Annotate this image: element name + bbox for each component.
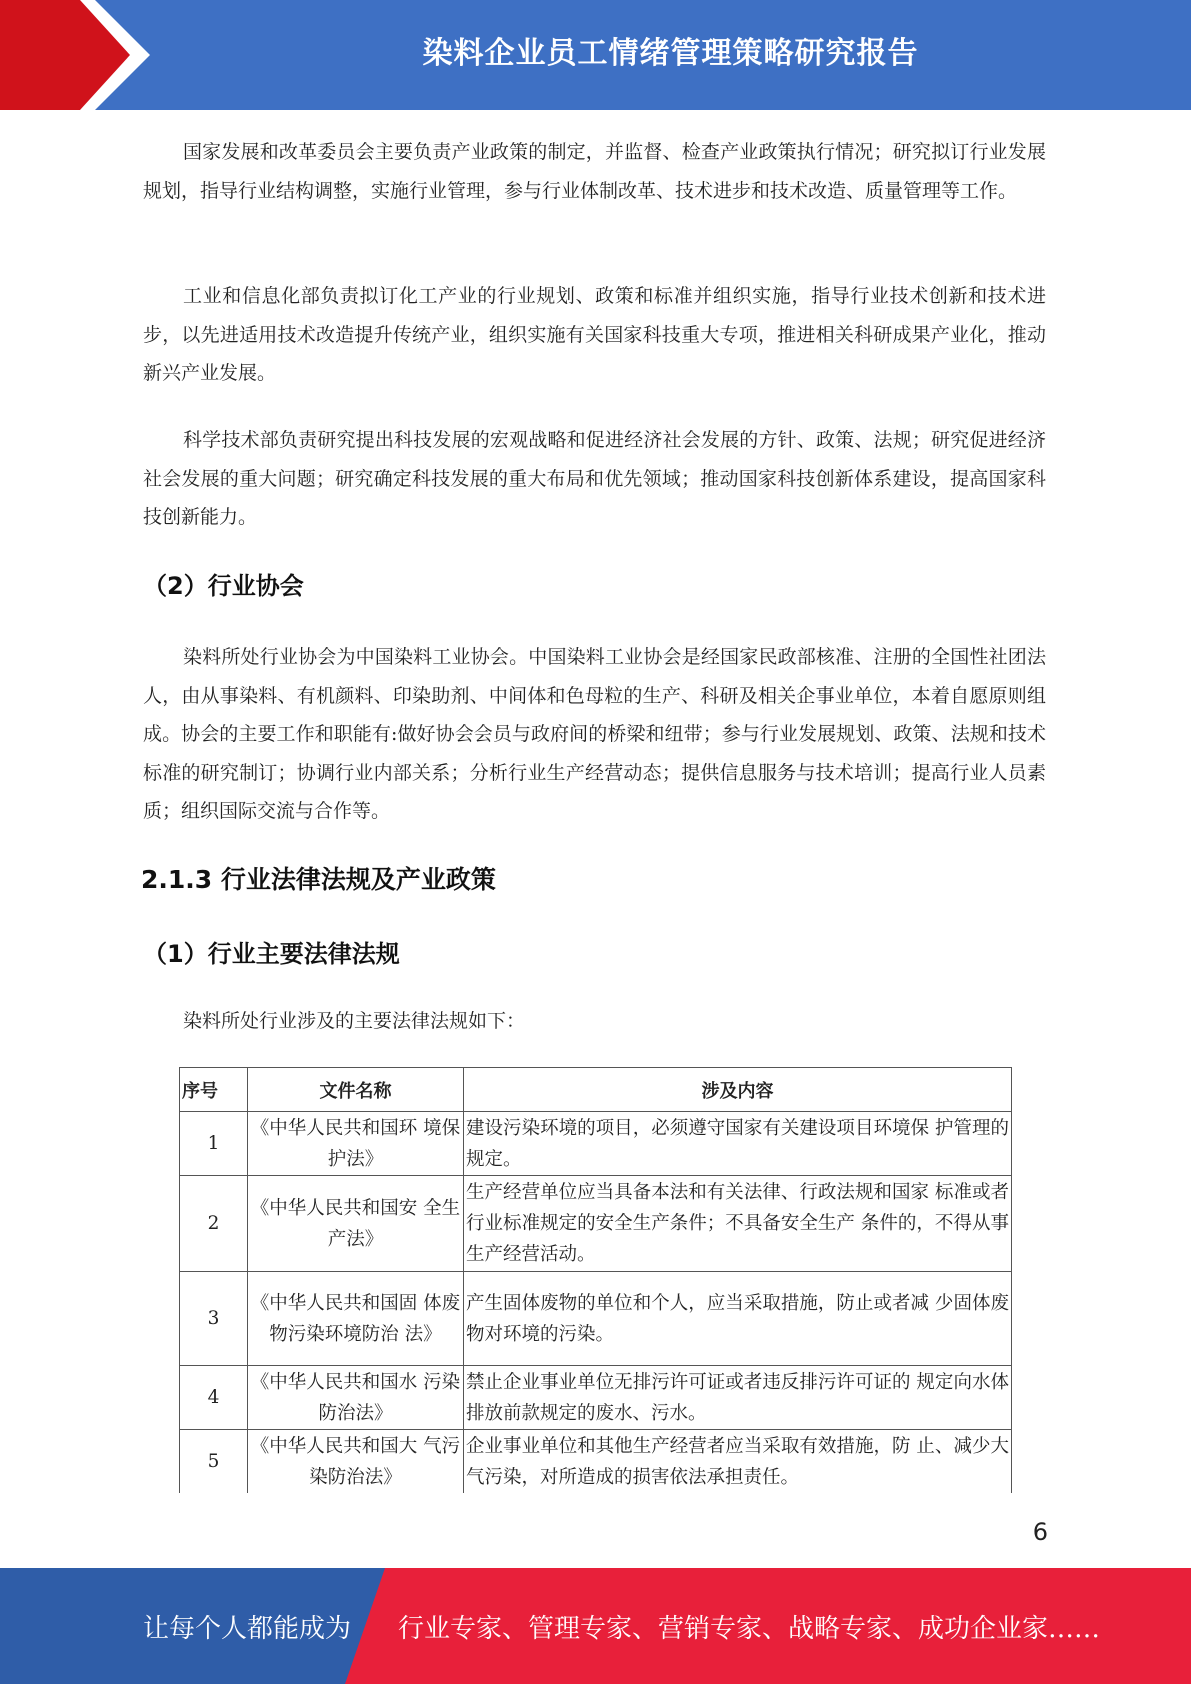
table-row bbox=[180, 1366, 1012, 1430]
document-name: 《中华人民共和国大 气污染防治法》 bbox=[248, 1430, 464, 1494]
paragraph-industry-association: 染料所处行业协会为中国染料工业协会。中国染料工业协会是经国家民政部核准、注册的全国性社团法人，由从事染料、有机颜料、印染助剂、中间体和色母粒的生产、科研及相关企事业单位，本着自愿原则组成。协会的主要工作和职能有:做好协会会员与政府间的桥梁和纽带；参与行业发展规划、政策、法规和技术标准的研究制订；协调行业内部关系；分析行业生产经营动态；提供信息服务与技术培训；提高行业人员素质；组织国际交流与合作等。 bbox=[143, 646, 1046, 822]
document-name: 《中华人民共和国安 全生产法》 bbox=[248, 1176, 464, 1272]
column-header-number: 序号 bbox=[180, 1068, 248, 1112]
column-header-content: 涉及内容 bbox=[464, 1068, 1012, 1112]
column-header-document-name: 文件名称 bbox=[248, 1068, 464, 1112]
report-title: 染料企业员工情绪管理策略研究报告 bbox=[422, 36, 919, 71]
paragraph-ndrc: 国家发展和改革委员会主要负责产业政策的制定，并监督、检查产业政策执行情况；研究拟订行业发展规划，指导行业结构调整，实施行业管理，参与行业体制改革、技术进步和技术改造、质量管理等工作。 bbox=[143, 141, 1046, 202]
heading-industry-association: （2）行业协会 bbox=[143, 572, 304, 600]
paragraph-most: 科学技术部负责研究提出科技发展的宏观战略和促进经济社会发展的方针、政策、法规；研究促进经济社会发展的重大问题；研究确定科技发展的重大布局和优先领域；推动国家科技创新体系建设，提高国家科技创新能力。 bbox=[143, 429, 1046, 528]
document-content: 禁止企业事业单位无排污许可证或者违反排污许可证的 规定向水体排放前款规定的废水、污水。 bbox=[464, 1366, 1012, 1430]
footer-slogan-left: 让每个人都能成为 bbox=[143, 1613, 352, 1644]
document-content: 生产经营单位应当具备本法和有关法律、行政法规和国家 标准或者行业标准规定的安全生产条件；不具备安全生产 条件的，不得从事生产经营活动。 bbox=[464, 1176, 1012, 1272]
document-name: 《中华人民共和国固 体废物污染环境防治 法》 bbox=[248, 1272, 464, 1366]
row-number: 4 bbox=[180, 1366, 248, 1430]
table-row bbox=[180, 1176, 1012, 1272]
row-number: 1 bbox=[180, 1112, 248, 1176]
document-content: 企业事业单位和其他生产经营者应当采取有效措施，防 止、减少大气污染，对所造成的损害依法承担责任。 bbox=[464, 1430, 1012, 1494]
laws-table bbox=[179, 1067, 1012, 1493]
table-row bbox=[180, 1112, 1012, 1176]
laws-table-container bbox=[179, 1067, 1012, 1493]
table-row bbox=[180, 1272, 1012, 1366]
document-name: 《中华人民共和国环 境保护法》 bbox=[248, 1112, 464, 1176]
paragraph-laws-intro: 染料所处行业涉及的主要法律法规如下： bbox=[183, 1010, 526, 1032]
document-content: 产生固体废物的单位和个人，应当采取措施，防止或者减 少固体废物对环境的污染。 bbox=[464, 1272, 1012, 1366]
paragraph-miit: 工业和信息化部负责拟订化工产业的行业规划、政策和标准并组织实施，指导行业技术创新和技术进步，以先进适用技术改造提升传统产业，组织实施有关国家科技重大专项，推进相关科研成果产业化，推动新兴产业发展。 bbox=[143, 285, 1046, 384]
header-red-chevron bbox=[0, 0, 150, 110]
page-number: 6 bbox=[1032, 1518, 1048, 1546]
page-footer bbox=[0, 1568, 1191, 1684]
heading-laws-policies: 2.1.3 行业法律法规及产业政策 bbox=[141, 865, 496, 894]
document-name: 《中华人民共和国水 污染防治法》 bbox=[248, 1366, 464, 1430]
row-number: 3 bbox=[180, 1272, 248, 1366]
footer-slogan-right: 行业专家、管理专家、营销专家、战略专家、成功企业家…… bbox=[398, 1613, 1101, 1644]
table-row bbox=[180, 1430, 1012, 1494]
row-number: 2 bbox=[180, 1176, 248, 1272]
heading-main-laws: （1）行业主要法律法规 bbox=[143, 940, 400, 968]
page-header bbox=[0, 0, 1191, 110]
table-header-row bbox=[180, 1068, 1012, 1112]
row-number: 5 bbox=[180, 1430, 248, 1494]
document-content: 建设污染环境的项目，必须遵守国家有关建设项目环境保 护管理的规定。 bbox=[464, 1112, 1012, 1176]
